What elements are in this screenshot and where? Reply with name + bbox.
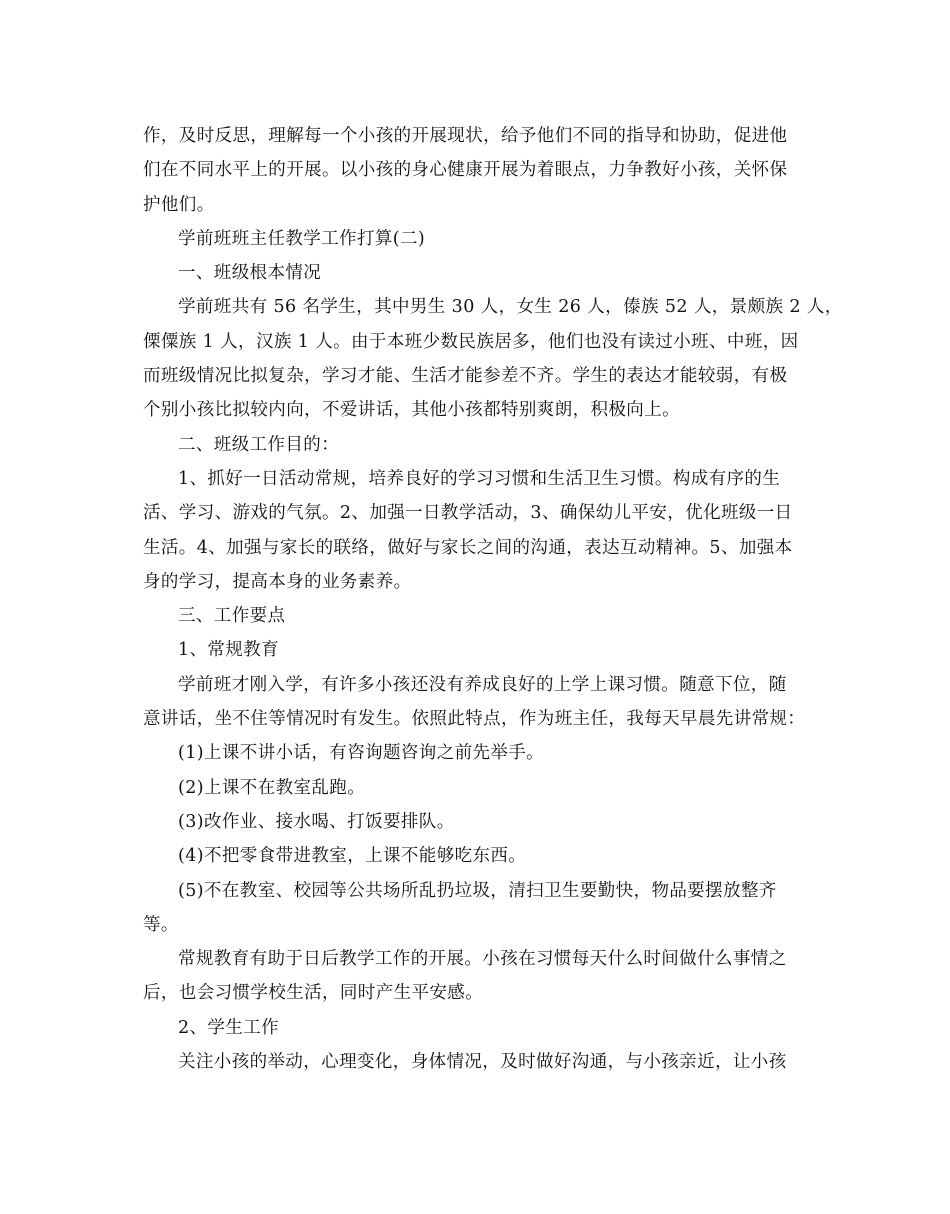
text-line: 身的学习，提高本身的业务素养。 [143, 571, 412, 592]
text-line: 而班级情况比拟复杂，学习才能、生活才能参差不齐。学生的表达才能较弱，有极 [143, 366, 788, 387]
text-line: (4)不把零食带进教室，上课不能够吃东西。 [178, 846, 527, 867]
text-line: 关注小孩的举动，心理变化，身体情况，及时做好沟通，与小孩亲近，让小孩 [178, 1052, 787, 1073]
text-line: 二、班级工作目的： [178, 434, 340, 455]
text-line: 活、学习、游戏的气氛。2、加强一日教学活动，3、确保幼儿平安，优化班级一日 [143, 503, 793, 524]
document-body [143, 119, 843, 1079]
text-line: 学前班共有 56 名学生，其中男生 30 人，女生 26 人，傣族 52 人，景颇族 2 人， [178, 297, 843, 318]
text-line: 一、班级根本情况 [178, 263, 322, 284]
text-line: 个别小孩比拟较内向，不爱讲话，其他小孩都特别爽朗，积极向上。 [143, 400, 680, 421]
text-line: 1、常规教育 [178, 640, 280, 661]
text-line: 三、工作要点 [178, 606, 286, 627]
text-line: 学前班才刚入学，有许多小孩还没有养成良好的上学上课习惯。随意下位，随 [178, 674, 787, 695]
text-line: 后，也会习惯学校生活，同时产生平安感。 [143, 983, 484, 1004]
text-line: 作，及时反思，理解每一个小孩的开展现状，给予他们不同的指导和协助，促进他 [143, 126, 788, 146]
text-line: (1)上课不讲小话，有咨询题咨询之前先举手。 [178, 743, 545, 764]
text-line: 傈僳族 1 人，汉族 1 人。由于本班少数民族居多，他们也没有读过小班、中班，因 [143, 331, 799, 352]
text-line: (2)上课不在教室乱跑。 [178, 777, 366, 798]
text-line: 常规教育有助于日后教学工作的开展。小孩在习惯每天什么时间做什么事情之 [178, 949, 787, 970]
text-line: 护他们。 [143, 194, 215, 215]
text-line: 1、抓好一日活动常规，培养良好的学习习惯和生活卫生习惯。构成有序的生 [178, 468, 781, 489]
text-line: 学前班班主任教学工作打算(二) [178, 228, 426, 249]
text-line: (5)不在教室、校园等公共场所乱扔垃圾，清扫卫生要勤快，物品要摆放整齐 [178, 880, 777, 901]
text-line: 等。 [143, 914, 179, 935]
text-line: (3)改作业、接水喝、打饭要排队。 [178, 811, 455, 832]
text-line: 生活。4、加强与家长的联络，做好与家长之间的沟通，表达互动精神。5、加强本 [143, 537, 793, 558]
text-line: 们在不同水平上的开展。以小孩的身心健康开展为着眼点，力争教好小孩，关怀保 [143, 160, 788, 181]
text-line: 2、学生工作 [178, 1017, 280, 1038]
text-line: 意讲话，坐不住等情况时有发生。依照此特点，作为班主任，我每天早晨先讲常规： [143, 709, 806, 730]
